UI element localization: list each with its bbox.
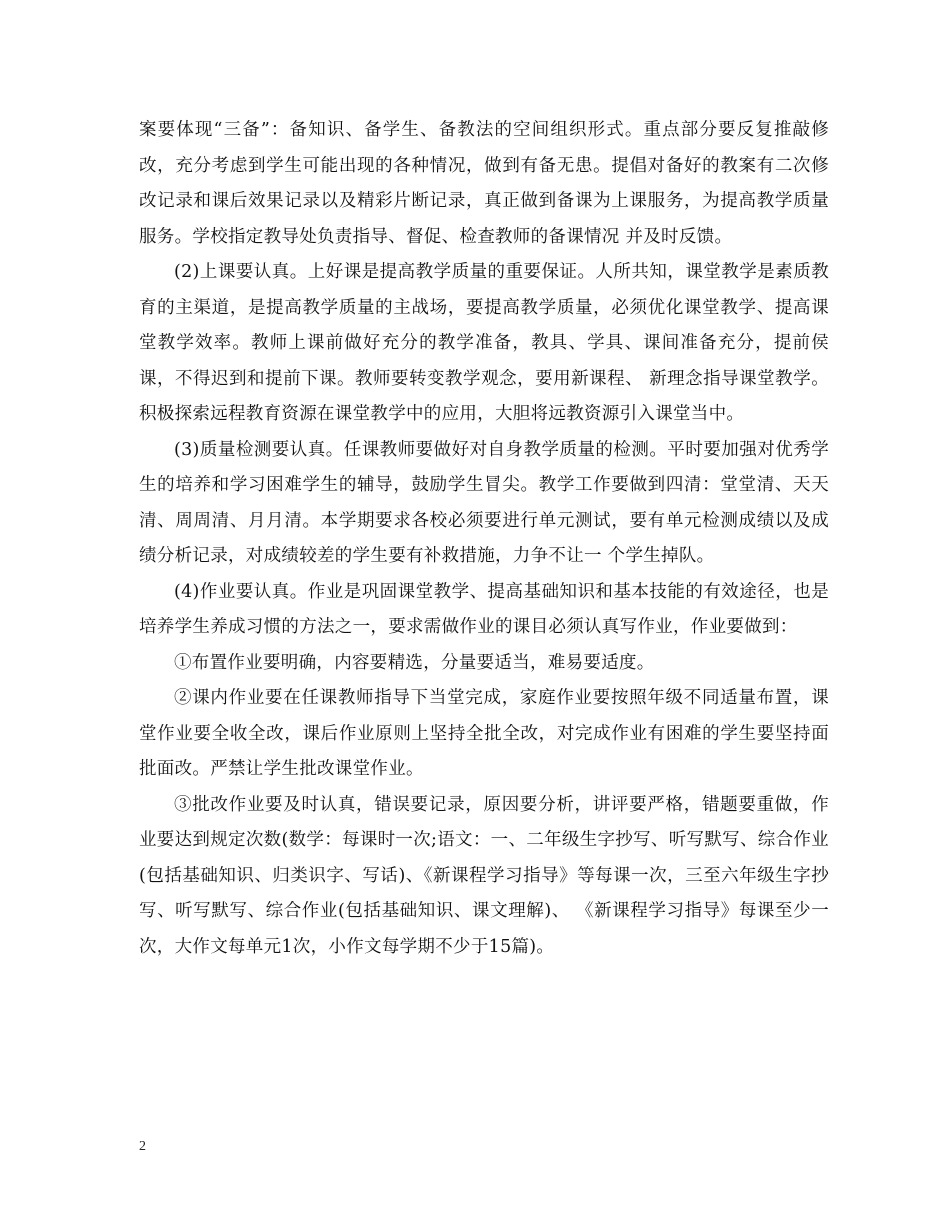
body-text bbox=[139, 113, 829, 965]
paragraph-class-teaching: (2)上课要认真。上好课是提高教学质量的重要保证。人所共知，课堂教学是素质教育的主渠道，是提高教学质量的主战场，要提高教学质量，必须优化课堂教学、提高课堂教学效率。教师上课前做好充分的教学准备，教具、学具、课间准备充分，提前侯课，不得迟到和提前下课。教师要转变教学观念，要用新课程、 新理念指导课堂教学。积极探索远程教育资源在课堂教学中的应用，大胆将远教资源引入课堂当中。 bbox=[139, 262, 829, 424]
list-item-homework-assignment: ①布置作业要明确，内容要精选，分量要适当，难易要适度。 bbox=[174, 652, 655, 673]
page-number: 2 bbox=[139, 1139, 146, 1154]
paragraph-homework: (4)作业要认真。作业是巩固课堂教学、提高基础知识和基本技能的有效途径，也是培养学生养成习惯的方法之一，要求需做作业的课目必须认真写作业，作业要做到： bbox=[139, 581, 829, 637]
paragraph-quality-testing: (3)质量检测要认真。任课教师要做好对自身教学质量的检测。平时要加强对优秀学生的培养和学习困难学生的辅导，鼓励学生冒尖。教学工作要做到四清：堂堂清、天天清、周周清、月月清。本学期要求各校必须要进行单元测试，要有单元检测成绩以及成绩分析记录，对成绩较差的学生要有补救措施，力争不让一 个学生掉队。 bbox=[139, 439, 829, 566]
list-item-homework-completion: ②课内作业要在任课教师指导下当堂完成，家庭作业要按照年级不同适量布置，课堂作业要全收全改，课后作业原则上坚持全批全改，对完成作业有困难的学生要坚持面批面改。严禁让学生批改课堂作业。 bbox=[139, 688, 829, 779]
paragraph-lesson-prep-continued: 案要体现“三备”：备知识、备学生、备教法的空间组织形式。重点部分要反复推敲修改，充分考虑到学生可能出现的各种情况，做到有备无患。提倡对备好的教案有二次修改记录和课后效果记录以及精彩片断记录，真正做到备课为上课服务，为提高教学质量服务。学校指定教导处负责指导、督促、检查教师的备课情况 并及时反馈。 bbox=[139, 120, 829, 247]
list-item-homework-grading: ③批改作业要及时认真，错误要记录，原因要分析，讲评要严格，错题要重做，作业要达到规定次数(数学：每课时一次;语文：一、二年级生字抄写、听写默写、综合作业(包括基础知识、归类识字、写话)、《新课程学习指导》等每课一次，三至六年级生字抄写、听写默写、综合作业(包括基础知识、课文理解)、 《新课程学习指导》每课至少一次，大作文每单元1次，小作文每学期不少于15篇)。 bbox=[139, 794, 829, 957]
